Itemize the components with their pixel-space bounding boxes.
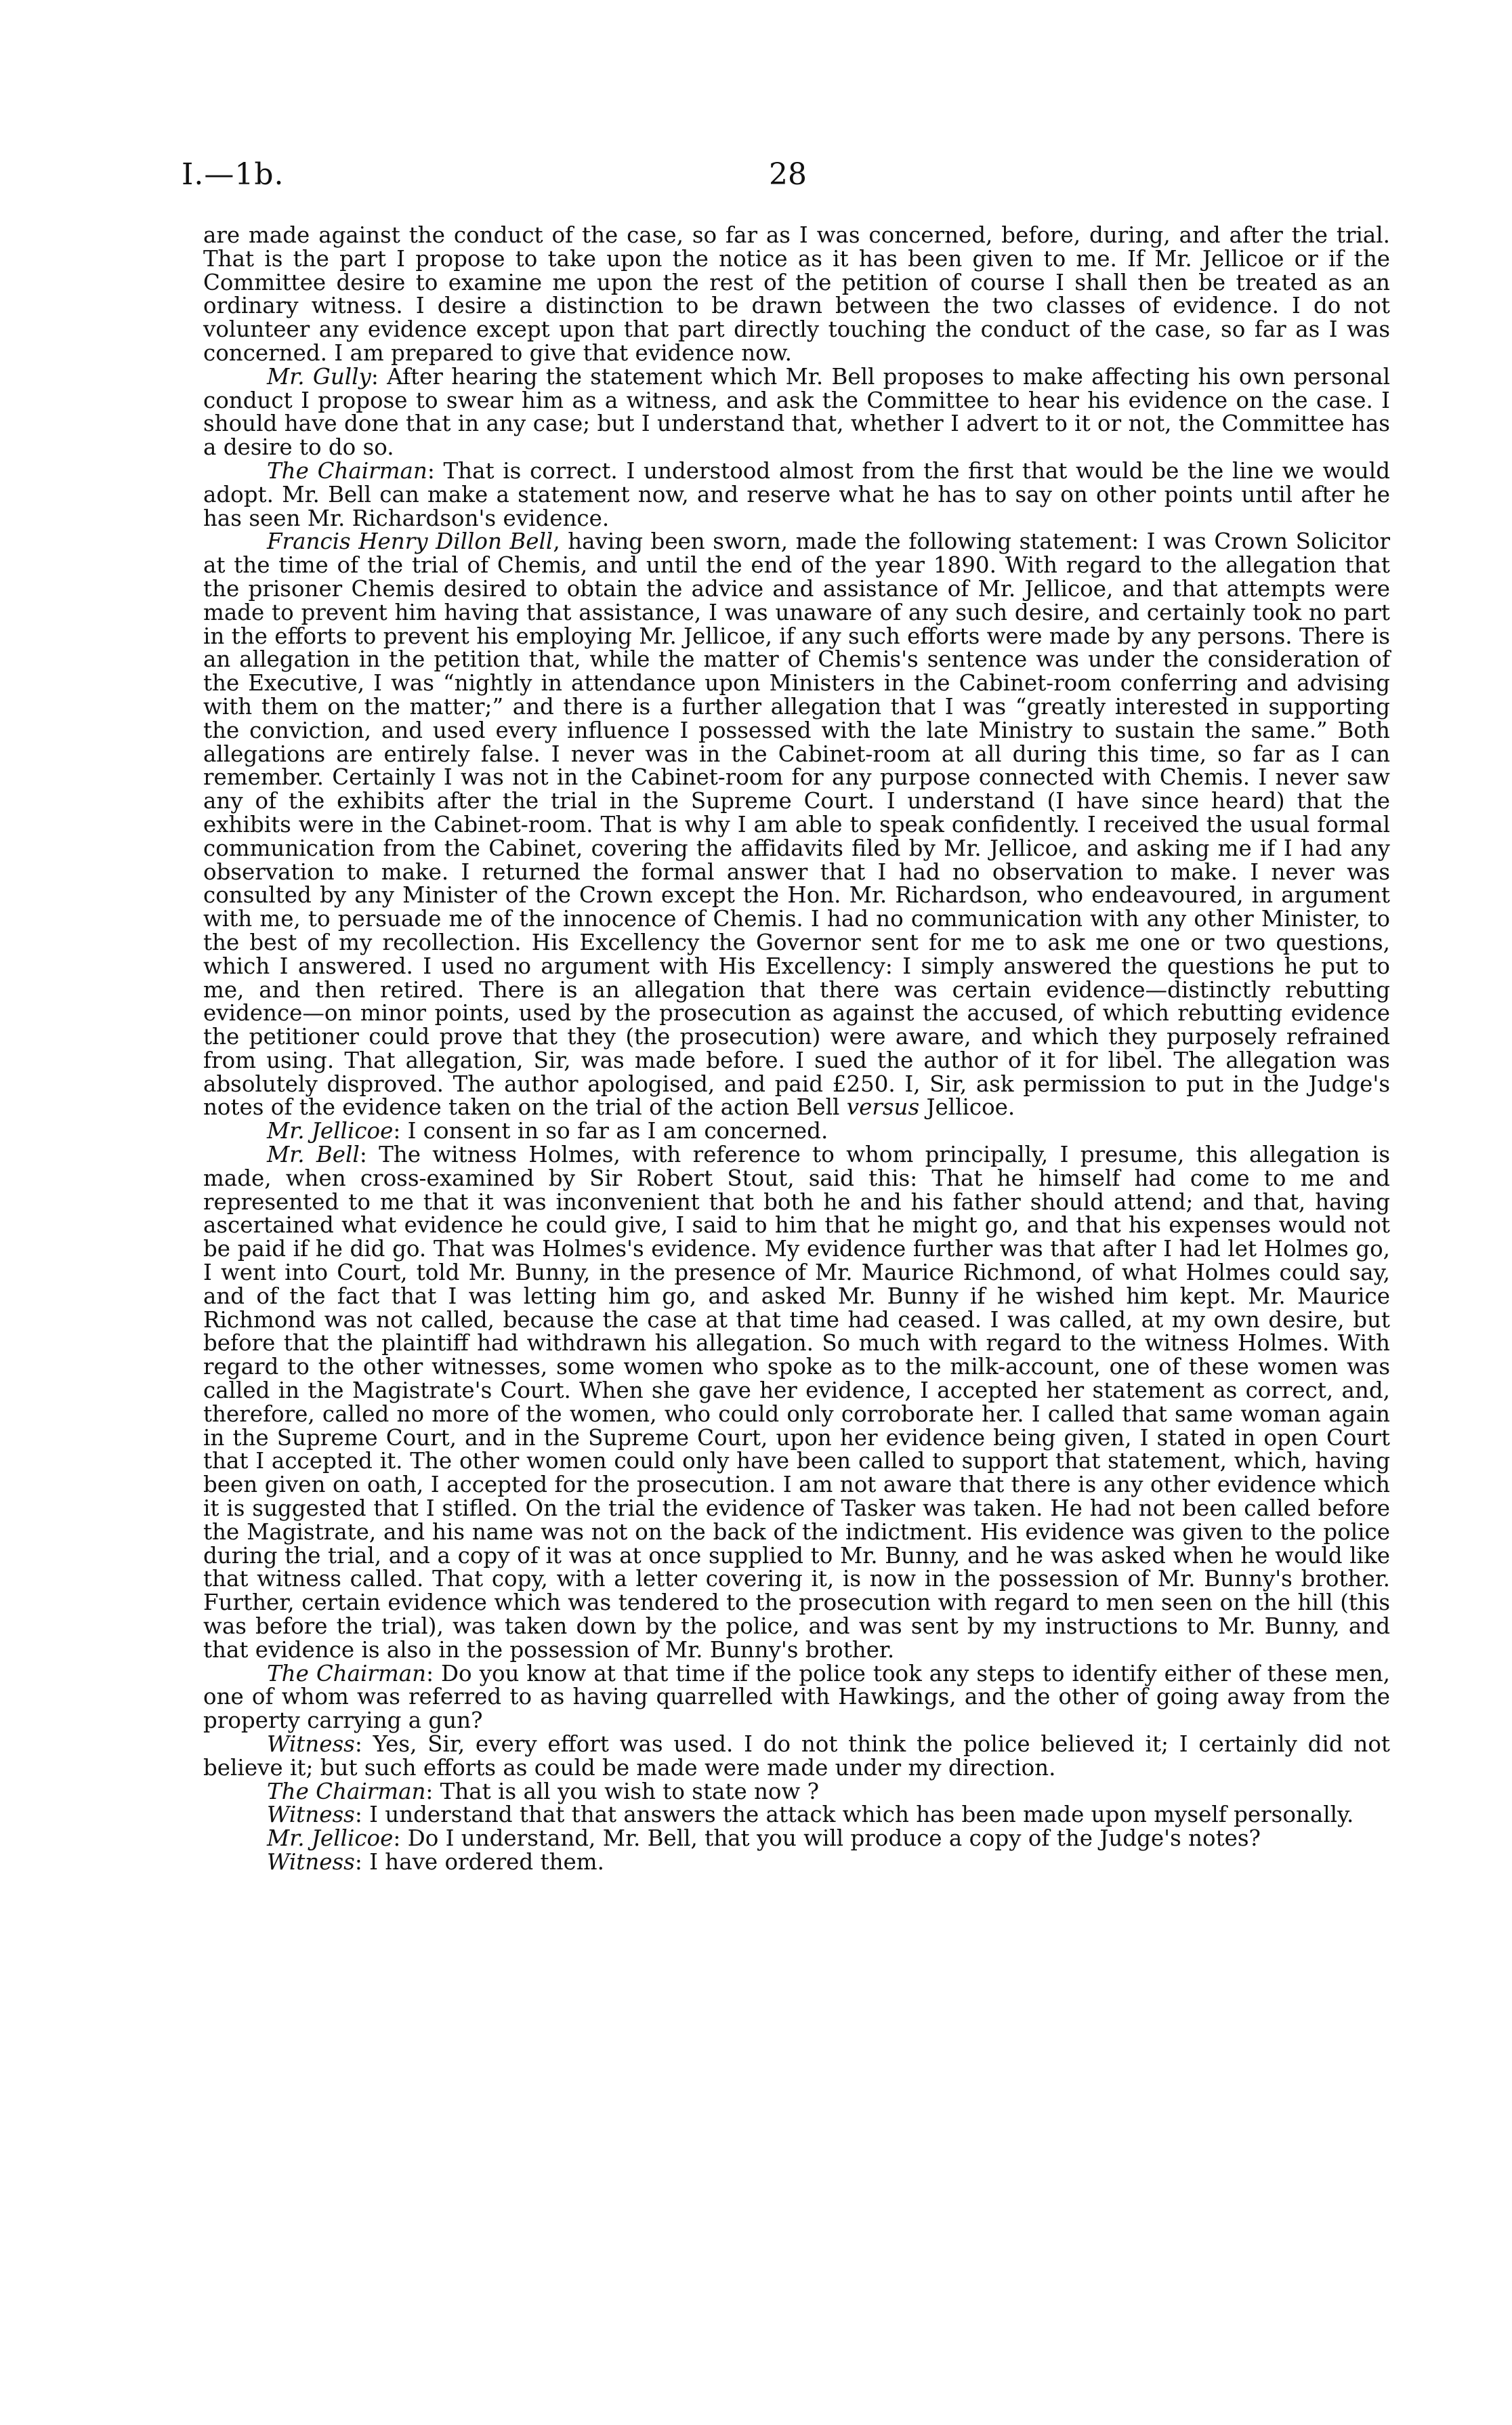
paragraph <box>203 224 1390 365</box>
paragraph-tail: Jellicoe. <box>919 1094 1015 1121</box>
paragraph-text: : Do you know at that time if the police took any steps to identify either of these men, one of whom was referred to as having quarrelled with Hawkings, and the other of going away from the property carrying a gun? <box>203 1660 1391 1734</box>
paragraph-text: : Do I understand, Mr. Bell, that you will produce a copy of the Judge's notes? <box>393 1825 1261 1852</box>
page-number: 28 <box>769 157 807 192</box>
paragraph <box>203 1143 1390 1662</box>
italic-word: versus <box>846 1094 920 1121</box>
paragraph <box>203 365 1390 459</box>
paragraph-text: : I have ordered them. <box>354 1848 604 1875</box>
paragraph-text: : That is correct. I understood almost from the first that would be the line we would adopt. Mr. Bell can make a statement now, and reserve what he has to say on other points until after he has seen Mr. Richardson's evidence. <box>203 457 1390 531</box>
paragraph-text: : I consent in so far as I am concerned. <box>393 1118 828 1144</box>
document-reference: I.—1b. <box>182 157 285 192</box>
paragraph-text: are made against the conduct of the case, so far as I was concerned, before, during, and after the trial. That is the part I propose to take upon the notice as it has been given to me. If Mr. Jellicoe or if the Committee desire to examine me upon the rest of the petition of course I shall then be treated as an ordinary witness. I desire a distinction to be drawn between the two classes of evidence. I do not volunteer any evidence except upon that part directly touching the conduct of the case, so far as I was concerned. I am prepared to give that evidence now. <box>203 222 1390 366</box>
paragraph-text: : I understand that that answers the attack which has been made upon myself personally. <box>354 1802 1354 1828</box>
paragraph-text: : The witness Holmes, with reference to whom principally, I presume, this allegation is made, when cross-examined by Sir Robert Stout, said this: That he himself had come to me and represented to me that it was inconvenient that both he and his father should attend; and that, having ascertained what evidence he could give, I said to him that he might go, and that his expenses would not be paid if he did go. That was Holmes's evidence. My evidence further was that after I had let Holmes go, I went into Court, told Mr. Bunny, in the presence of Mr. Maurice Richmond, of what Holmes could say, and of the fact that I was letting him go, and asked Mr. Bunny if he wished him kept. Mr. Maurice Richmond was not called, because the case at that time had ceased. I was called, at my own desire, but before that the plaintiff had withdrawn his allegation. So much with regard to the witness Holmes. With regard to the other witnesses, some women who spoke as to the milk-account, one of these women was called in the Magistrate's Court. When she gave her evidence, I accepted her statement as correct, and, therefore, called no more of the women, who could only corroborate her. I called that same woman again in the Supreme Court, and in the Supreme Court, upon her evidence being given, I stated in open Court that I accepted it. The other women could only have been called to support that statement, which, having been given on oath, I accepted for the prosecution. I am not aware that there is any other evidence which it is suggested that I stifled. On the trial the evidence of Tasker was taken. He had not been called before the Magistrate, and his name was not on the back of the indictment. His evidence was given to the police during the trial, and a copy of it was at once supplied to Mr. Bunny, and he was asked when he would like that witness called. That copy, with a letter covering it, is now in the possession of Mr. Bunny's brother. Further, certain evidence which was tendered to the prosecution with regard to men seen on the hill (this was before the trial), was taken down by the police, and was sent by my instructions to Mr. Bunny, and that evidence is also in the possession of Mr. Bunny's brother. <box>203 1142 1390 1663</box>
paragraph-text: : Yes, Sir, every effort was used. I do not think the police believed it; I certainly did not believe it; but such efforts as could be made were made under my direction. <box>203 1731 1390 1781</box>
page-body <box>203 224 1390 1874</box>
speaker-name: Mr. Bell <box>267 1142 360 1168</box>
paragraph <box>203 1850 1390 1874</box>
speaker-name: Witness <box>267 1731 355 1757</box>
paragraph <box>203 1662 1390 1733</box>
speaker-name: Witness <box>267 1848 355 1875</box>
paragraph-text: : After hearing the statement which Mr. Bell proposes to make affecting his own personal conduct I propose to swear him as a witness, and ask the Committee to hear his evidence on the case. I should have done that in any case; but I understand that, whether I advert to it or not, the Committee has a desire to do so. <box>203 363 1390 461</box>
paragraph <box>203 459 1390 530</box>
paragraph <box>203 1803 1390 1827</box>
paragraph-text: , having been sworn, made the following statement: I was Crown Solicitor at the time of the trial of Chemis, and until the end of the year 1890. With regard to the allegation that the prisoner Chemis desired to obtain the advice and assistance of Mr. Jellicoe, and that attempts were made to prevent him having that assistance, I was unaware of any such desire, and certainly took no part in the efforts to prevent his employing Mr. Jellicoe, if any such efforts were made by any persons. There is an allegation in the petition that, while the matter of Chemis's sentence was under the consideration of the Executive, I was “nightly in attendance upon Ministers in the Cabinet-room conferring and advising with them on the matter;” and there is a further allegation that I was “greatly interested in supporting the conviction, and used every influence I possessed with the late Ministry to sustain the same.” Both allegations are entirely false. I never was in the Cabinet-room at all during this time, so far as I can remember. Certainly I was not in the Cabinet-room for any purpose connected with Chemis. I never saw any of the exhibits after the trial in the Supreme Court. I understand (I have since heard) that the exhibits were in the Cabinet-room. That is why I am able to speak confidently. I received the usual formal communication from the Cabinet, covering the affidavits filed by Mr. Jellicoe, and asking me if I had any observation to make. I returned the formal answer that I had no observation to make. I never was consulted by any Minister of the Crown except the Hon. Mr. Richardson, who endeavoured, in argument with me, to persuade me of the innocence of Chemis. I had no communication with any other Minister, to the best of my recollection. His Excellency the Governor sent for me to ask me one or two questions, which I answered. I used no argument with His Excellency: I simply answered the questions he put to me, and then retired. There is an allegation that there was certain evidence—distinctly rebutting evidence—on minor points, used by the prosecution as against the accused, of which rebutting evidence the petitioner could prove that they (the prosecution) were aware, and which they purposely refrained from using. That allegation, Sir, was made before. I sued the author of it for libel. The allegation was absolutely disproved. The author apologised, and paid £250. I, Sir, ask permission to put in the Judge's notes of the evidence taken on the trial of the action Bell <box>203 528 1390 1121</box>
speaker-name: Mr. Gully <box>267 363 371 390</box>
speaker-name: Francis Henry Dillon Bell <box>267 528 553 555</box>
paragraph <box>203 1733 1390 1780</box>
paragraph <box>203 1780 1390 1804</box>
paragraph-text: : That is all you wish to state now ? <box>425 1778 820 1804</box>
speaker-name: The Chairman <box>267 1778 426 1804</box>
speaker-name: Mr. Jellicoe <box>267 1825 394 1852</box>
paragraph <box>203 530 1390 1119</box>
paragraph <box>203 1827 1390 1850</box>
speaker-name: The Chairman <box>267 1660 427 1686</box>
speaker-name: Witness <box>267 1802 355 1828</box>
speaker-name: Mr. Jellicoe <box>267 1118 394 1144</box>
page-header <box>182 157 1394 205</box>
speaker-name: The Chairman <box>267 457 427 484</box>
paragraph <box>203 1119 1390 1143</box>
